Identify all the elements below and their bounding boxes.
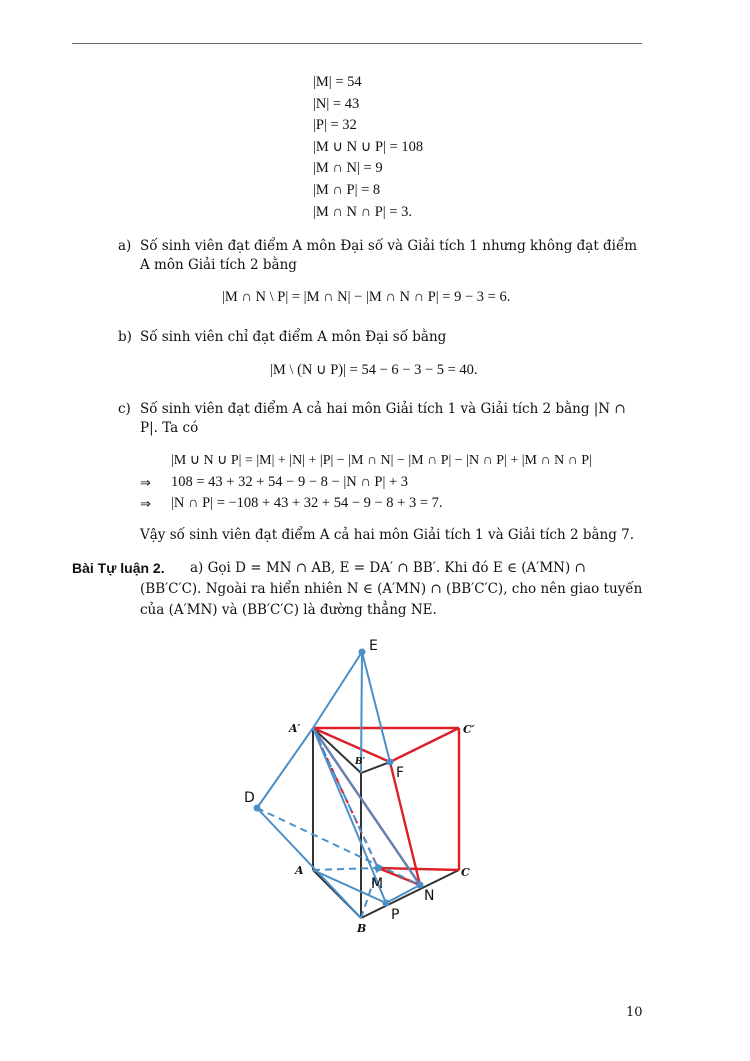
label-A1: A′ bbox=[289, 722, 301, 735]
part-c-label: c) bbox=[118, 401, 131, 417]
part-c-text: Số sinh viên đạt điểm A cả hai môn Giải tích 1 và Giải tích 2 bằng |N ∩ P|. Ta có bbox=[140, 401, 626, 436]
label-B1: B′ bbox=[355, 757, 365, 767]
equation-line: |M ∩ P| = 8 bbox=[313, 181, 381, 198]
equation-line: |N| = 43 bbox=[313, 95, 360, 112]
equation-line: |P| = 32 bbox=[313, 117, 357, 134]
label-N: N bbox=[424, 888, 435, 904]
part-c-conclusion: Vậy số sinh viên đạt điểm A cả hai môn Giải tích 1 và Giải tích 2 bằng 7. bbox=[140, 527, 635, 543]
part-b-text: Số sinh viên chỉ đạt điểm A môn Đại số bằng bbox=[140, 329, 447, 345]
label-E: E bbox=[369, 638, 378, 654]
label-D: D bbox=[244, 790, 255, 806]
point-N bbox=[417, 882, 424, 889]
edge-EA1 bbox=[313, 652, 362, 728]
page-number: 10 bbox=[626, 1005, 643, 1020]
part-b-label: b) bbox=[118, 329, 132, 345]
plane-red bbox=[313, 728, 459, 885]
edge-EB1 bbox=[361, 652, 362, 773]
label-C1: C′ bbox=[463, 723, 475, 736]
part-a-equation: |M ∩ N \ P| = |M ∩ N| − |M ∩ N ∩ P| = 9 − 3 = 6. bbox=[222, 289, 511, 305]
implies-arrow: ⇒ bbox=[140, 497, 151, 512]
equation-line: |M ∩ N ∩ P| = 3. bbox=[313, 203, 412, 220]
edge-MC bbox=[378, 868, 459, 870]
label-P: P bbox=[391, 907, 400, 923]
label-C: C bbox=[461, 866, 470, 879]
implies-arrow: ⇒ bbox=[140, 476, 151, 491]
equation-line: |M ∩ N| = 9 bbox=[313, 160, 383, 177]
exercise-2-title: Bài Tự luận 2. bbox=[72, 560, 165, 576]
point-P bbox=[383, 900, 390, 907]
label-F: F bbox=[396, 765, 405, 781]
label-A: A bbox=[295, 864, 304, 877]
part-c-equation-1: |M ∪ N ∪ P| = |M| + |N| + |P| − |M ∩ N| − |M ∩ P| − |N ∩ P| + |M ∩ N ∩ P| bbox=[171, 453, 592, 468]
edge-DB bbox=[257, 808, 361, 918]
edge-DN bbox=[257, 808, 420, 885]
edge-A1B1 bbox=[313, 728, 361, 773]
exercise-2-line-1: a) Gọi D = MN ∩ AB, E = DA′ ∩ BB′. Khi đó E ∈ (A′MN) ∩ bbox=[190, 560, 586, 576]
edge-A1D bbox=[257, 728, 313, 808]
equation-line: |M| = 54 bbox=[313, 74, 362, 90]
point-M bbox=[375, 865, 382, 872]
edge-FN bbox=[390, 762, 420, 885]
point-E bbox=[359, 649, 366, 656]
edge-PN bbox=[386, 885, 420, 903]
edge-AM bbox=[313, 868, 378, 870]
edge-B1F bbox=[361, 762, 390, 773]
edge-EF bbox=[362, 652, 390, 762]
plane-red-dashed bbox=[313, 728, 390, 868]
part-a-label: a) bbox=[118, 238, 132, 254]
lines-blue-dashed bbox=[257, 728, 420, 918]
exercise-2-line-2: (BB′C′C). Ngoài ra hiển nhiên N ∈ (A′MN) ∩ (BB′C′C), cho nên giao tuyến bbox=[140, 581, 643, 597]
point-F bbox=[387, 759, 394, 766]
equation-line: |M ∪ N ∪ P| = 108 bbox=[313, 138, 424, 155]
part-c-equation-2: 108 = 43 + 32 + 54 − 9 − 8 − |N ∩ P| + 3 bbox=[171, 474, 409, 490]
part-c-equation-3: |N ∩ P| = −108 + 43 + 32 + 54 − 9 − 8 + 3 = 7. bbox=[171, 495, 443, 511]
label-M: M bbox=[371, 876, 384, 892]
label-B: B bbox=[357, 922, 367, 935]
part-a-text: Số sinh viên đạt điểm A môn Đại số và Giải tích 1 nhưng không đạt điểm A môn Giải tích 2 bằng bbox=[140, 238, 638, 273]
part-b-equation: |M \ (N ∪ P)| = 54 − 6 − 3 − 5 = 40. bbox=[270, 362, 478, 378]
exercise-2-line-3: của (A′MN) và (BB′C′C) là đường thẳng NE. bbox=[140, 602, 437, 618]
edge-C1F bbox=[390, 728, 459, 762]
